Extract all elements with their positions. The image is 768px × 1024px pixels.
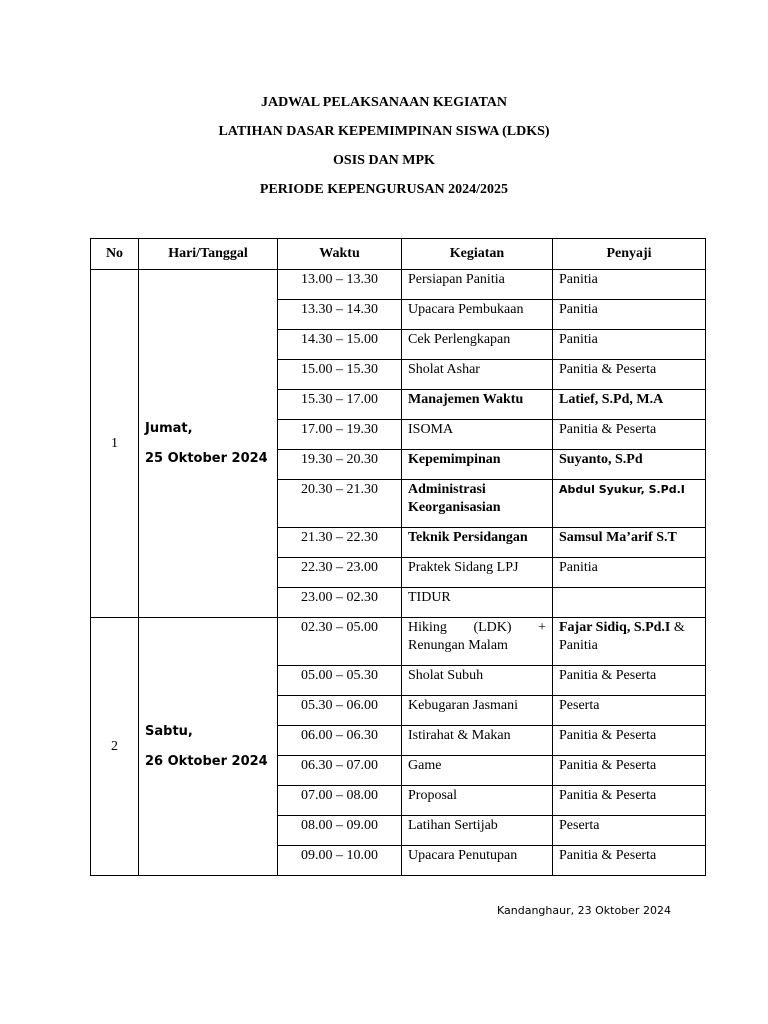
activity-cell: ISOMA — [402, 420, 553, 450]
presenter-cell: Peserta — [553, 696, 706, 726]
time-cell: 23.00 – 02.30 — [278, 588, 402, 618]
activity-cell: Proposal — [402, 786, 553, 816]
table-header-row — [91, 239, 706, 270]
activity-cell: Kepemimpinan — [402, 450, 553, 480]
time-cell: 17.00 – 19.30 — [278, 420, 402, 450]
time-cell: 21.30 – 22.30 — [278, 528, 402, 558]
day-date: 26 Oktober 2024 — [145, 753, 268, 769]
table-row — [91, 270, 706, 300]
activity-cell: Manajemen Waktu — [402, 390, 553, 420]
presenter-cell: Panitia & Peserta — [553, 846, 706, 876]
activity-cell: Praktek Sidang LPJ — [402, 558, 553, 588]
presenter-cell — [553, 480, 706, 528]
presenter-cell: Panitia — [553, 330, 706, 360]
activity-cell: Latihan Sertijab — [402, 816, 553, 846]
place-and-date: Kandanghaur, 23 Oktober 2024 — [497, 904, 671, 917]
presenter-cell: Panitia & Peserta — [553, 756, 706, 786]
activity-cell: Game — [402, 756, 553, 786]
activity-cell: Administrasi Keorganisasian — [402, 480, 553, 528]
presenter-cell: Panitia — [553, 558, 706, 588]
presenter-cell: Suyanto, S.Pd — [553, 450, 706, 480]
time-cell: 15.30 – 17.00 — [278, 390, 402, 420]
activity-cell: Persiapan Panitia — [402, 270, 553, 300]
column-header-day-date: Hari/Tanggal — [139, 239, 278, 270]
presenter-name: Fajar Sidiq, S.Pd.I — [559, 620, 671, 635]
activity-cell: Upacara Pembukaan — [402, 300, 553, 330]
time-cell: 13.00 – 13.30 — [278, 270, 402, 300]
activity-cell: Hiking (LDK) + Renungan Malam — [402, 618, 553, 666]
presenter-cell: Panitia & Peserta — [553, 726, 706, 756]
table-row — [91, 618, 706, 666]
presenter-cell: Latief, S.Pd, M.A — [553, 390, 706, 420]
day-date-cell — [139, 270, 278, 618]
presenter-cell: Panitia & Peserta — [553, 360, 706, 390]
presenter-cell: Panitia — [553, 270, 706, 300]
activity-cell: Istirahat & Makan — [402, 726, 553, 756]
time-cell: 06.30 – 07.00 — [278, 756, 402, 786]
activity-cell: Upacara Penutupan — [402, 846, 553, 876]
time-cell: 13.30 – 14.30 — [278, 300, 402, 330]
presenter-extra: & Panitia — [559, 620, 685, 653]
document-title-line-1: JADWAL PELAKSANAAN KEGIATAN — [260, 95, 508, 110]
activity-cell: Cek Perlengkapan — [402, 330, 553, 360]
time-cell: 15.00 – 15.30 — [278, 360, 402, 390]
column-header-activity: Kegiatan — [402, 239, 553, 270]
presenter-cell: Panitia — [553, 300, 706, 330]
time-cell: 19.30 – 20.30 — [278, 450, 402, 480]
presenter-name: Abdul Syukur, S.Pd.I — [559, 483, 685, 496]
day-name: Jumat, — [145, 420, 193, 436]
time-cell: 09.00 – 10.00 — [278, 846, 402, 876]
presenter-cell — [553, 618, 706, 666]
day-date-cell — [139, 618, 278, 876]
presenter-cell: Panitia & Peserta — [553, 420, 706, 450]
document-title-line-2: LATIHAN DASAR KEPEMIMPINAN SISWA (LDKS) — [218, 124, 550, 139]
activity-cell: TIDUR — [402, 588, 553, 618]
presenter-cell: Panitia & Peserta — [553, 786, 706, 816]
time-cell: 14.30 – 15.00 — [278, 330, 402, 360]
time-cell: 05.30 – 06.00 — [278, 696, 402, 726]
day-number: 1 — [91, 270, 139, 618]
presenter-cell: Panitia & Peserta — [553, 666, 706, 696]
document-title-line-3: OSIS DAN MPK — [333, 153, 435, 168]
time-cell: 02.30 – 05.00 — [278, 618, 402, 666]
presenter-cell: Samsul Ma’arif S.T — [553, 528, 706, 558]
activity-cell: Sholat Ashar — [402, 360, 553, 390]
document-title-line-4: PERIODE KEPENGURUSAN 2024/2025 — [259, 182, 509, 197]
presenter-cell: Peserta — [553, 816, 706, 846]
day-name: Sabtu, — [145, 723, 193, 739]
time-cell: 07.00 – 08.00 — [278, 786, 402, 816]
time-cell: 20.30 – 21.30 — [278, 480, 402, 528]
activity-cell: Sholat Subuh — [402, 666, 553, 696]
time-cell: 06.00 – 06.30 — [278, 726, 402, 756]
column-header-presenter: Penyaji — [553, 239, 706, 270]
activity-cell: Teknik Persidangan — [402, 528, 553, 558]
time-cell: 08.00 – 09.00 — [278, 816, 402, 846]
day-date: 25 Oktober 2024 — [145, 450, 268, 466]
time-cell: 22.30 – 23.00 — [278, 558, 402, 588]
presenter-cell — [553, 588, 706, 618]
time-cell: 05.00 – 05.30 — [278, 666, 402, 696]
activity-cell: Kebugaran Jasmani — [402, 696, 553, 726]
column-header-time: Waktu — [278, 239, 402, 270]
column-header-no: No — [91, 239, 139, 270]
day-number: 2 — [91, 618, 139, 876]
schedule-table — [90, 238, 706, 876]
